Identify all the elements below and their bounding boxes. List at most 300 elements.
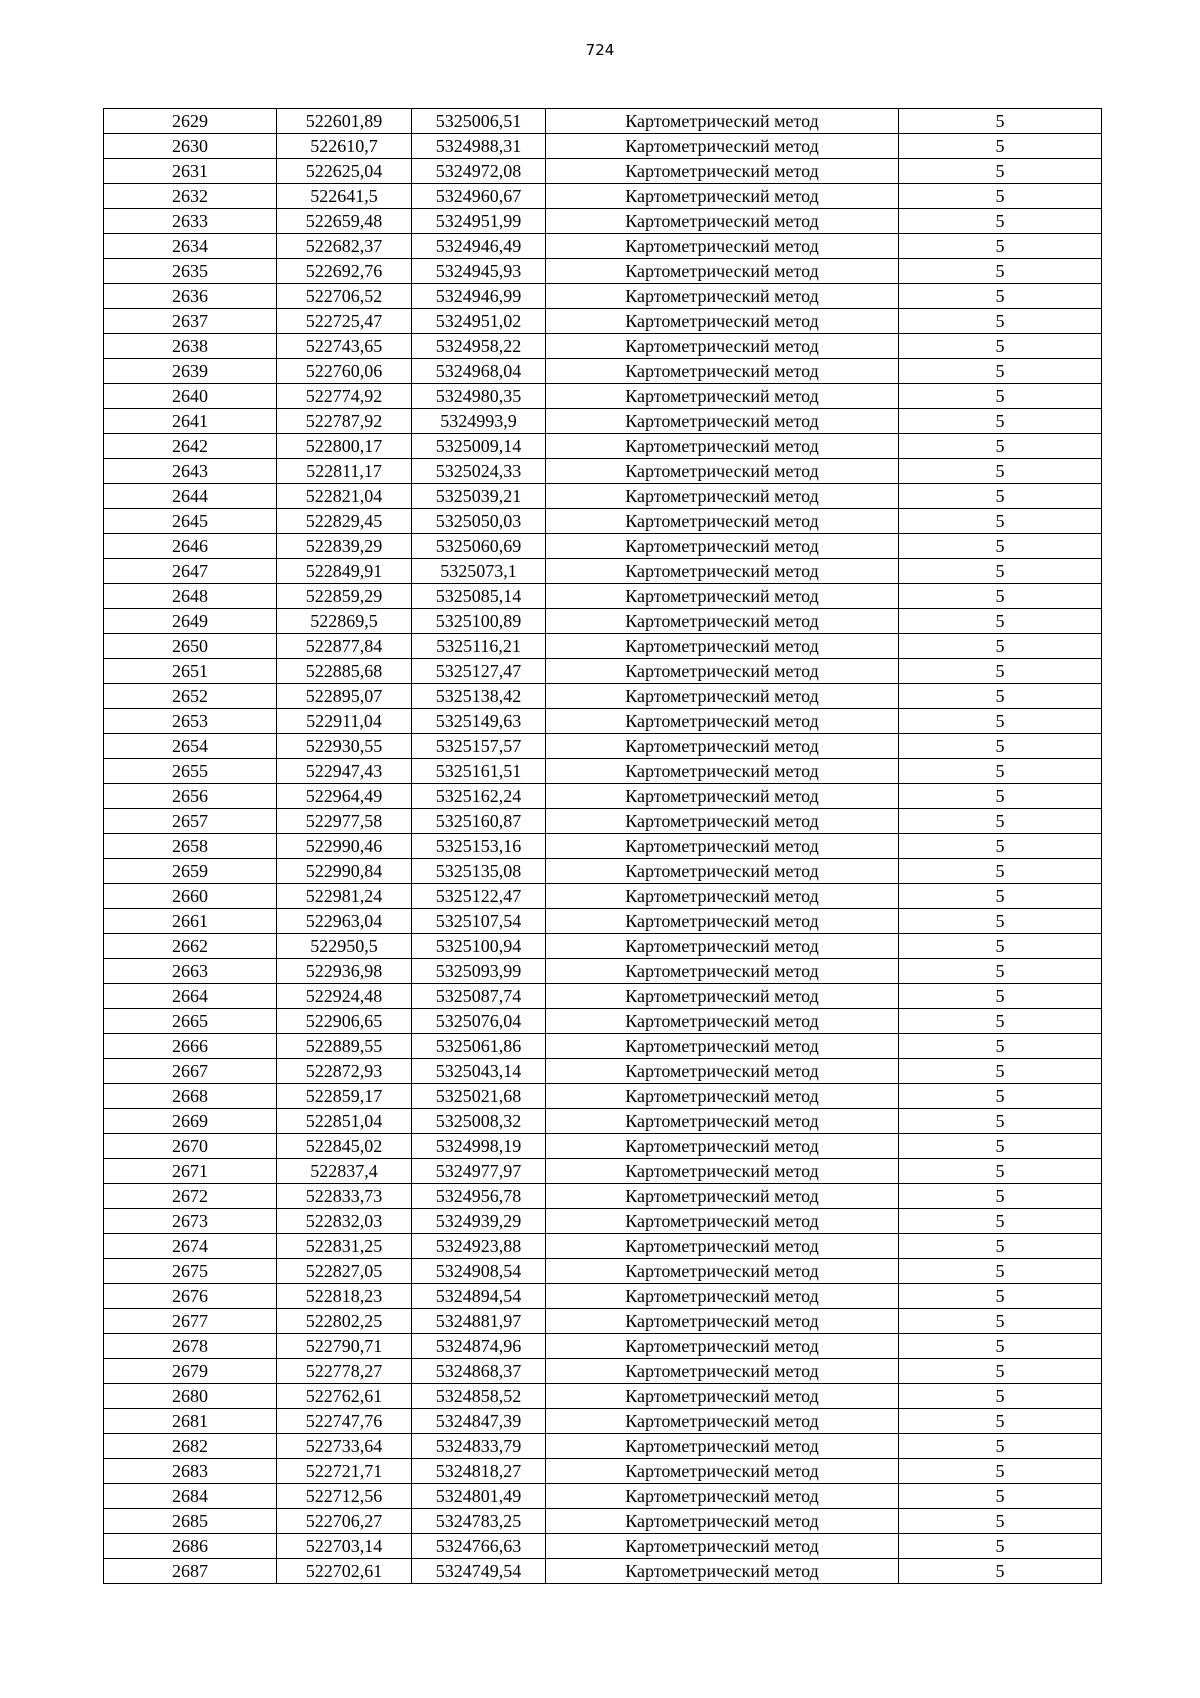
x-coordinate-cell: 522725,47 <box>277 309 412 334</box>
table-row <box>104 1084 1102 1109</box>
table-row <box>104 409 1102 434</box>
accuracy-cell: 5 <box>899 909 1102 934</box>
point-number-cell: 2652 <box>104 684 277 709</box>
table-row <box>104 709 1102 734</box>
x-coordinate-cell: 522787,92 <box>277 409 412 434</box>
point-number-cell: 2637 <box>104 309 277 334</box>
method-cell: Картометрический метод <box>546 1134 899 1159</box>
accuracy-cell: 5 <box>899 709 1102 734</box>
accuracy-cell: 5 <box>899 1434 1102 1459</box>
point-number-cell: 2679 <box>104 1359 277 1384</box>
y-coordinate-cell: 5325162,24 <box>412 784 546 809</box>
method-cell: Картометрический метод <box>546 509 899 534</box>
table-row <box>104 634 1102 659</box>
accuracy-cell: 5 <box>899 934 1102 959</box>
point-number-cell: 2659 <box>104 859 277 884</box>
accuracy-cell: 5 <box>899 784 1102 809</box>
method-cell: Картометрический метод <box>546 659 899 684</box>
y-coordinate-cell: 5325060,69 <box>412 534 546 559</box>
y-coordinate-cell: 5324960,67 <box>412 184 546 209</box>
accuracy-cell: 5 <box>899 284 1102 309</box>
point-number-cell: 2631 <box>104 159 277 184</box>
y-coordinate-cell: 5324818,27 <box>412 1459 546 1484</box>
point-number-cell: 2647 <box>104 559 277 584</box>
x-coordinate-cell: 522895,07 <box>277 684 412 709</box>
table-row <box>104 1009 1102 1034</box>
table-row <box>104 509 1102 534</box>
x-coordinate-cell: 522625,04 <box>277 159 412 184</box>
point-number-cell: 2677 <box>104 1309 277 1334</box>
x-coordinate-cell: 522827,05 <box>277 1259 412 1284</box>
accuracy-cell: 5 <box>899 684 1102 709</box>
y-coordinate-cell: 5325149,63 <box>412 709 546 734</box>
point-number-cell: 2644 <box>104 484 277 509</box>
x-coordinate-cell: 522641,5 <box>277 184 412 209</box>
accuracy-cell: 5 <box>899 834 1102 859</box>
accuracy-cell: 5 <box>899 434 1102 459</box>
y-coordinate-cell: 5325153,16 <box>412 834 546 859</box>
y-coordinate-cell: 5325122,47 <box>412 884 546 909</box>
table-row <box>104 1034 1102 1059</box>
table-row <box>104 1559 1102 1584</box>
y-coordinate-cell: 5324951,02 <box>412 309 546 334</box>
accuracy-cell: 5 <box>899 484 1102 509</box>
method-cell: Картометрический метод <box>546 159 899 184</box>
method-cell: Картометрический метод <box>546 1509 899 1534</box>
x-coordinate-cell: 522990,84 <box>277 859 412 884</box>
table-row <box>104 1359 1102 1384</box>
method-cell: Картометрический метод <box>546 1559 899 1584</box>
method-cell: Картометрический метод <box>546 1034 899 1059</box>
accuracy-cell: 5 <box>899 1384 1102 1409</box>
point-number-cell: 2629 <box>104 109 277 134</box>
x-coordinate-cell: 522790,71 <box>277 1334 412 1359</box>
x-coordinate-cell: 522702,61 <box>277 1559 412 1584</box>
x-coordinate-cell: 522869,5 <box>277 609 412 634</box>
accuracy-cell: 5 <box>899 1234 1102 1259</box>
point-number-cell: 2654 <box>104 734 277 759</box>
point-number-cell: 2673 <box>104 1209 277 1234</box>
y-coordinate-cell: 5324908,54 <box>412 1259 546 1284</box>
table-row <box>104 859 1102 884</box>
x-coordinate-cell: 522849,91 <box>277 559 412 584</box>
y-coordinate-cell: 5325100,94 <box>412 934 546 959</box>
accuracy-cell: 5 <box>899 1084 1102 1109</box>
x-coordinate-cell: 522851,04 <box>277 1109 412 1134</box>
y-coordinate-cell: 5325061,86 <box>412 1034 546 1059</box>
accuracy-cell: 5 <box>899 1484 1102 1509</box>
x-coordinate-cell: 522610,7 <box>277 134 412 159</box>
method-cell: Картометрический метод <box>546 1109 899 1134</box>
x-coordinate-cell: 522762,61 <box>277 1384 412 1409</box>
table-row <box>104 659 1102 684</box>
y-coordinate-cell: 5325085,14 <box>412 584 546 609</box>
point-number-cell: 2687 <box>104 1559 277 1584</box>
method-cell: Картометрический метод <box>546 759 899 784</box>
x-coordinate-cell: 522760,06 <box>277 359 412 384</box>
y-coordinate-cell: 5324858,52 <box>412 1384 546 1409</box>
accuracy-cell: 5 <box>899 334 1102 359</box>
method-cell: Картометрический метод <box>546 584 899 609</box>
table-row <box>104 1384 1102 1409</box>
x-coordinate-cell: 522832,03 <box>277 1209 412 1234</box>
point-number-cell: 2632 <box>104 184 277 209</box>
method-cell: Картометрический метод <box>546 1234 899 1259</box>
method-cell: Картометрический метод <box>546 734 899 759</box>
table-row <box>104 559 1102 584</box>
accuracy-cell: 5 <box>899 459 1102 484</box>
x-coordinate-cell: 522947,43 <box>277 759 412 784</box>
point-number-cell: 2686 <box>104 1534 277 1559</box>
point-number-cell: 2651 <box>104 659 277 684</box>
y-coordinate-cell: 5324980,35 <box>412 384 546 409</box>
point-number-cell: 2643 <box>104 459 277 484</box>
method-cell: Картометрический метод <box>546 909 899 934</box>
table-row <box>104 484 1102 509</box>
method-cell: Картометрический метод <box>546 1209 899 1234</box>
accuracy-cell: 5 <box>899 234 1102 259</box>
y-coordinate-cell: 5324749,54 <box>412 1559 546 1584</box>
accuracy-cell: 5 <box>899 384 1102 409</box>
point-number-cell: 2669 <box>104 1109 277 1134</box>
point-number-cell: 2648 <box>104 584 277 609</box>
point-number-cell: 2682 <box>104 1434 277 1459</box>
x-coordinate-cell: 522963,04 <box>277 909 412 934</box>
x-coordinate-cell: 522802,25 <box>277 1309 412 1334</box>
method-cell: Картометрический метод <box>546 959 899 984</box>
table-row <box>104 1534 1102 1559</box>
point-number-cell: 2685 <box>104 1509 277 1534</box>
y-coordinate-cell: 5324868,37 <box>412 1359 546 1384</box>
y-coordinate-cell: 5324783,25 <box>412 1509 546 1534</box>
accuracy-cell: 5 <box>899 134 1102 159</box>
point-number-cell: 2683 <box>104 1459 277 1484</box>
method-cell: Картометрический метод <box>546 309 899 334</box>
x-coordinate-cell: 522872,93 <box>277 1059 412 1084</box>
accuracy-cell: 5 <box>899 1334 1102 1359</box>
y-coordinate-cell: 5324972,08 <box>412 159 546 184</box>
accuracy-cell: 5 <box>899 734 1102 759</box>
point-number-cell: 2655 <box>104 759 277 784</box>
point-number-cell: 2660 <box>104 884 277 909</box>
x-coordinate-cell: 522682,37 <box>277 234 412 259</box>
method-cell: Картометрический метод <box>546 1184 899 1209</box>
accuracy-cell: 5 <box>899 209 1102 234</box>
point-number-cell: 2665 <box>104 1009 277 1034</box>
point-number-cell: 2636 <box>104 284 277 309</box>
table-row <box>104 234 1102 259</box>
point-number-cell: 2663 <box>104 959 277 984</box>
table-row <box>104 1134 1102 1159</box>
point-number-cell: 2672 <box>104 1184 277 1209</box>
table-row <box>104 1334 1102 1359</box>
y-coordinate-cell: 5324956,78 <box>412 1184 546 1209</box>
table-row <box>104 434 1102 459</box>
accuracy-cell: 5 <box>899 1109 1102 1134</box>
accuracy-cell: 5 <box>899 959 1102 984</box>
y-coordinate-cell: 5324951,99 <box>412 209 546 234</box>
table-row <box>104 584 1102 609</box>
accuracy-cell: 5 <box>899 509 1102 534</box>
method-cell: Картометрический метод <box>546 1409 899 1434</box>
table-row <box>104 1484 1102 1509</box>
table-row <box>104 609 1102 634</box>
table-row <box>104 1184 1102 1209</box>
table-row <box>104 934 1102 959</box>
x-coordinate-cell: 522747,76 <box>277 1409 412 1434</box>
table-row <box>104 1259 1102 1284</box>
accuracy-cell: 5 <box>899 809 1102 834</box>
x-coordinate-cell: 522924,48 <box>277 984 412 1009</box>
x-coordinate-cell: 522659,48 <box>277 209 412 234</box>
method-cell: Картометрический метод <box>546 1534 899 1559</box>
table-row <box>104 809 1102 834</box>
accuracy-cell: 5 <box>899 1309 1102 1334</box>
method-cell: Картометрический метод <box>546 709 899 734</box>
point-number-cell: 2670 <box>104 1134 277 1159</box>
method-cell: Картометрический метод <box>546 209 899 234</box>
x-coordinate-cell: 522837,4 <box>277 1159 412 1184</box>
method-cell: Картометрический метод <box>546 534 899 559</box>
accuracy-cell: 5 <box>899 884 1102 909</box>
x-coordinate-cell: 522778,27 <box>277 1359 412 1384</box>
table-row <box>104 1059 1102 1084</box>
method-cell: Картометрический метод <box>546 1084 899 1109</box>
x-coordinate-cell: 522692,76 <box>277 259 412 284</box>
point-number-cell: 2671 <box>104 1159 277 1184</box>
point-number-cell: 2667 <box>104 1059 277 1084</box>
table-row <box>104 784 1102 809</box>
point-number-cell: 2666 <box>104 1034 277 1059</box>
accuracy-cell: 5 <box>899 1159 1102 1184</box>
point-number-cell: 2653 <box>104 709 277 734</box>
point-number-cell: 2658 <box>104 834 277 859</box>
x-coordinate-cell: 522831,25 <box>277 1234 412 1259</box>
table-row <box>104 759 1102 784</box>
table-row <box>104 109 1102 134</box>
x-coordinate-cell: 522839,29 <box>277 534 412 559</box>
y-coordinate-cell: 5325160,87 <box>412 809 546 834</box>
accuracy-cell: 5 <box>899 584 1102 609</box>
x-coordinate-cell: 522977,58 <box>277 809 412 834</box>
accuracy-cell: 5 <box>899 759 1102 784</box>
x-coordinate-cell: 522706,52 <box>277 284 412 309</box>
point-number-cell: 2650 <box>104 634 277 659</box>
x-coordinate-cell: 522743,65 <box>277 334 412 359</box>
x-coordinate-cell: 522877,84 <box>277 634 412 659</box>
accuracy-cell: 5 <box>899 1534 1102 1559</box>
table-row <box>104 1309 1102 1334</box>
method-cell: Картометрический метод <box>546 1059 899 1084</box>
method-cell: Картометрический метод <box>546 1384 899 1409</box>
x-coordinate-cell: 522990,46 <box>277 834 412 859</box>
y-coordinate-cell: 5324968,04 <box>412 359 546 384</box>
method-cell: Картометрический метод <box>546 234 899 259</box>
accuracy-cell: 5 <box>899 1559 1102 1584</box>
accuracy-cell: 5 <box>899 1059 1102 1084</box>
method-cell: Картометрический метод <box>546 784 899 809</box>
y-coordinate-cell: 5324847,39 <box>412 1409 546 1434</box>
y-coordinate-cell: 5324939,29 <box>412 1209 546 1234</box>
table-row <box>104 159 1102 184</box>
x-coordinate-cell: 522950,5 <box>277 934 412 959</box>
y-coordinate-cell: 5325138,42 <box>412 684 546 709</box>
table-row <box>104 1209 1102 1234</box>
point-number-cell: 2674 <box>104 1234 277 1259</box>
table-row <box>104 334 1102 359</box>
point-number-cell: 2646 <box>104 534 277 559</box>
y-coordinate-cell: 5325050,03 <box>412 509 546 534</box>
point-number-cell: 2633 <box>104 209 277 234</box>
point-number-cell: 2664 <box>104 984 277 1009</box>
y-coordinate-cell: 5324958,22 <box>412 334 546 359</box>
method-cell: Картометрический метод <box>546 1459 899 1484</box>
method-cell: Картометрический метод <box>546 409 899 434</box>
method-cell: Картометрический метод <box>546 259 899 284</box>
point-number-cell: 2640 <box>104 384 277 409</box>
point-number-cell: 2638 <box>104 334 277 359</box>
method-cell: Картометрический метод <box>546 684 899 709</box>
table-row <box>104 1509 1102 1534</box>
method-cell: Картометрический метод <box>546 1009 899 1034</box>
x-coordinate-cell: 522706,27 <box>277 1509 412 1534</box>
point-number-cell: 2642 <box>104 434 277 459</box>
y-coordinate-cell: 5325021,68 <box>412 1084 546 1109</box>
method-cell: Картометрический метод <box>546 609 899 634</box>
method-cell: Картометрический метод <box>546 934 899 959</box>
x-coordinate-cell: 522821,04 <box>277 484 412 509</box>
table-row <box>104 734 1102 759</box>
method-cell: Картометрический метод <box>546 984 899 1009</box>
method-cell: Картометрический метод <box>546 359 899 384</box>
y-coordinate-cell: 5325135,08 <box>412 859 546 884</box>
method-cell: Картометрический метод <box>546 459 899 484</box>
point-number-cell: 2641 <box>104 409 277 434</box>
x-coordinate-cell: 522911,04 <box>277 709 412 734</box>
table-row <box>104 834 1102 859</box>
y-coordinate-cell: 5325161,51 <box>412 759 546 784</box>
table-row <box>104 909 1102 934</box>
x-coordinate-cell: 522845,02 <box>277 1134 412 1159</box>
accuracy-cell: 5 <box>899 559 1102 584</box>
x-coordinate-cell: 522833,73 <box>277 1184 412 1209</box>
table-row <box>104 134 1102 159</box>
table-row <box>104 184 1102 209</box>
table-row <box>104 1434 1102 1459</box>
y-coordinate-cell: 5324945,93 <box>412 259 546 284</box>
y-coordinate-cell: 5325093,99 <box>412 959 546 984</box>
table-row <box>104 309 1102 334</box>
table-row <box>104 1159 1102 1184</box>
method-cell: Картометрический метод <box>546 634 899 659</box>
x-coordinate-cell: 522712,56 <box>277 1484 412 1509</box>
accuracy-cell: 5 <box>899 1259 1102 1284</box>
x-coordinate-cell: 522859,29 <box>277 584 412 609</box>
point-number-cell: 2635 <box>104 259 277 284</box>
point-number-cell: 2656 <box>104 784 277 809</box>
page-number: 724 <box>585 41 615 59</box>
coordinates-table <box>103 108 1102 1584</box>
y-coordinate-cell: 5324946,49 <box>412 234 546 259</box>
point-number-cell: 2678 <box>104 1334 277 1359</box>
method-cell: Картометрический метод <box>546 109 899 134</box>
point-number-cell: 2662 <box>104 934 277 959</box>
accuracy-cell: 5 <box>899 1359 1102 1384</box>
method-cell: Картометрический метод <box>546 1284 899 1309</box>
accuracy-cell: 5 <box>899 859 1102 884</box>
table-row <box>104 684 1102 709</box>
method-cell: Картометрический метод <box>546 859 899 884</box>
method-cell: Картометрический метод <box>546 1434 899 1459</box>
y-coordinate-cell: 5325127,47 <box>412 659 546 684</box>
accuracy-cell: 5 <box>899 1009 1102 1034</box>
method-cell: Картометрический метод <box>546 1309 899 1334</box>
x-coordinate-cell: 522964,49 <box>277 784 412 809</box>
y-coordinate-cell: 5324923,88 <box>412 1234 546 1259</box>
table-row <box>104 984 1102 1009</box>
point-number-cell: 2676 <box>104 1284 277 1309</box>
accuracy-cell: 5 <box>899 1209 1102 1234</box>
method-cell: Картометрический метод <box>546 434 899 459</box>
accuracy-cell: 5 <box>899 534 1102 559</box>
table-row <box>104 459 1102 484</box>
y-coordinate-cell: 5324998,19 <box>412 1134 546 1159</box>
x-coordinate-cell: 522818,23 <box>277 1284 412 1309</box>
point-number-cell: 2649 <box>104 609 277 634</box>
y-coordinate-cell: 5324988,31 <box>412 134 546 159</box>
point-number-cell: 2645 <box>104 509 277 534</box>
y-coordinate-cell: 5325076,04 <box>412 1009 546 1034</box>
point-number-cell: 2639 <box>104 359 277 384</box>
point-number-cell: 2634 <box>104 234 277 259</box>
accuracy-cell: 5 <box>899 159 1102 184</box>
accuracy-cell: 5 <box>899 359 1102 384</box>
accuracy-cell: 5 <box>899 1284 1102 1309</box>
accuracy-cell: 5 <box>899 1034 1102 1059</box>
accuracy-cell: 5 <box>899 409 1102 434</box>
y-coordinate-cell: 5324833,79 <box>412 1434 546 1459</box>
method-cell: Картометрический метод <box>546 334 899 359</box>
table-row <box>104 959 1102 984</box>
method-cell: Картометрический метод <box>546 809 899 834</box>
y-coordinate-cell: 5325024,33 <box>412 459 546 484</box>
x-coordinate-cell: 522930,55 <box>277 734 412 759</box>
method-cell: Картометрический метод <box>546 1259 899 1284</box>
y-coordinate-cell: 5325087,74 <box>412 984 546 1009</box>
method-cell: Картометрический метод <box>546 834 899 859</box>
method-cell: Картометрический метод <box>546 1159 899 1184</box>
accuracy-cell: 5 <box>899 659 1102 684</box>
table-row <box>104 359 1102 384</box>
x-coordinate-cell: 522721,71 <box>277 1459 412 1484</box>
table-row <box>104 1459 1102 1484</box>
method-cell: Картометрический метод <box>546 284 899 309</box>
x-coordinate-cell: 522811,17 <box>277 459 412 484</box>
method-cell: Картометрический метод <box>546 1334 899 1359</box>
method-cell: Картометрический метод <box>546 1484 899 1509</box>
y-coordinate-cell: 5324801,49 <box>412 1484 546 1509</box>
y-coordinate-cell: 5325043,14 <box>412 1059 546 1084</box>
x-coordinate-cell: 522936,98 <box>277 959 412 984</box>
y-coordinate-cell: 5324977,97 <box>412 1159 546 1184</box>
accuracy-cell: 5 <box>899 984 1102 1009</box>
y-coordinate-cell: 5325157,57 <box>412 734 546 759</box>
point-number-cell: 2657 <box>104 809 277 834</box>
accuracy-cell: 5 <box>899 309 1102 334</box>
x-coordinate-cell: 522829,45 <box>277 509 412 534</box>
x-coordinate-cell: 522906,65 <box>277 1009 412 1034</box>
point-number-cell: 2680 <box>104 1384 277 1409</box>
